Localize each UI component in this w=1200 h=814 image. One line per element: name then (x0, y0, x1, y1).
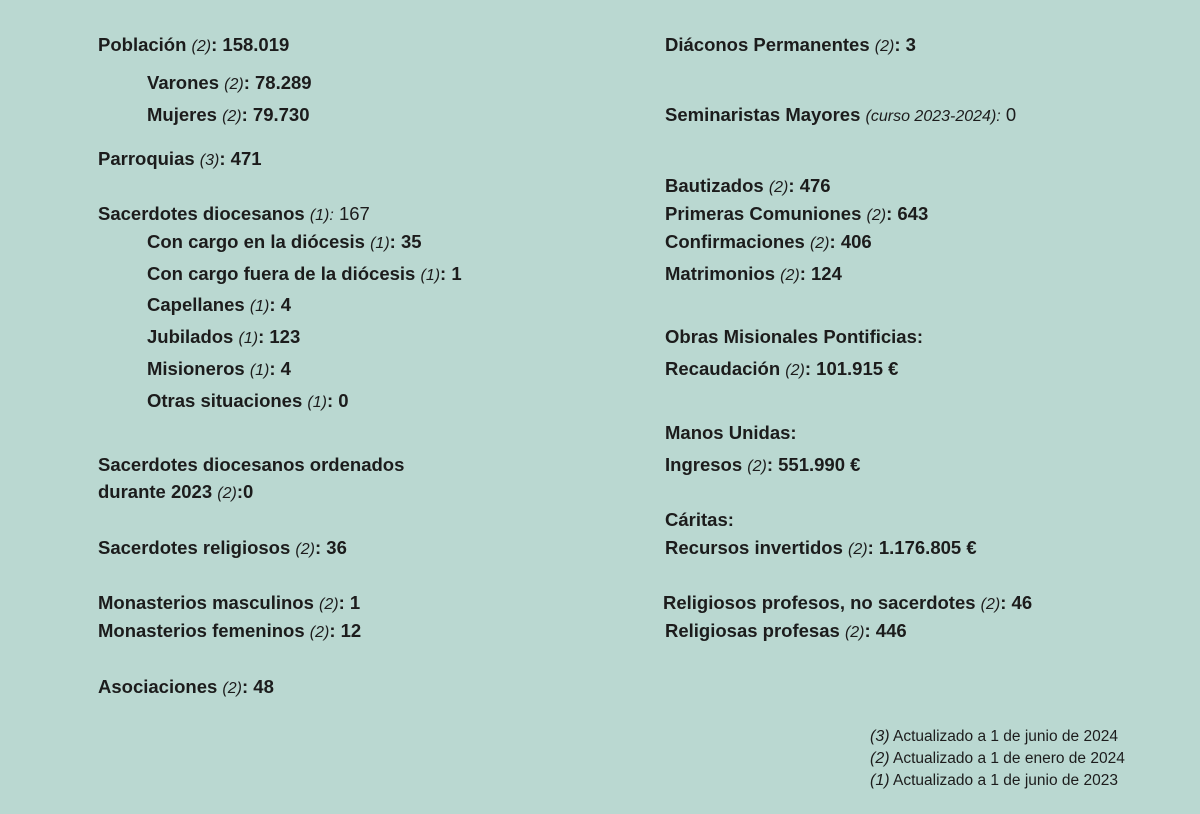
stat-label: Misioneros (147, 358, 245, 379)
stat-ref: (1) (249, 362, 270, 379)
footnote-3 (870, 726, 1118, 748)
stat-value: : 1 (338, 592, 361, 613)
stat-label: Mujeres (147, 104, 217, 125)
stat-ref: (2) (866, 207, 887, 224)
stat-label: Parroquias (98, 148, 195, 169)
stat-ref: (2) (785, 362, 805, 379)
stat-label: Confirmaciones (665, 231, 805, 252)
stat-label: Bautizados (665, 175, 764, 196)
stat-label: Otras situaciones (147, 390, 303, 411)
stat-value: 167 (333, 203, 370, 224)
footnote-ref: (1) (870, 772, 890, 789)
stat-label: Recaudación (665, 358, 781, 379)
stat-label: Sacerdotes diocesanos ordenados (98, 454, 405, 475)
stat-otras-situaciones (147, 389, 349, 415)
footnote-1 (870, 770, 1118, 792)
stat-value: : 158.019 (211, 34, 290, 55)
stat-label: Sacerdotes diocesanos (98, 203, 305, 224)
stat-label: Primeras Comuniones (665, 203, 862, 224)
footnote-text: Actualizado a 1 de junio de 2024 (889, 728, 1118, 745)
stat-ref: (1) (238, 330, 259, 347)
stat-value: : 78.289 (243, 72, 312, 93)
stat-value: : 4 (269, 294, 291, 315)
stat-value: : 446 (864, 620, 907, 641)
heading-obras-misionales (665, 325, 923, 351)
stat-label: Monasterios masculinos (98, 592, 314, 613)
stat-label: Jubilados (147, 326, 234, 347)
stat-label: Con cargo fuera de la diócesis (147, 263, 416, 284)
stat-ref: (1) (249, 298, 270, 315)
stat-value: : 124 (799, 263, 842, 284)
stat-label: Con cargo en la diócesis (147, 231, 365, 252)
stat-ref: (3) (199, 152, 220, 169)
stat-value: : 36 (314, 537, 347, 558)
stat-bautizados (665, 174, 831, 200)
stat-value: : 4 (269, 358, 291, 379)
stat-cargo-en-diocesis (147, 230, 422, 256)
stat-label: Recursos invertidos (665, 537, 843, 558)
stat-label: Varones (147, 72, 219, 93)
stat-monasterios-femeninos (98, 619, 361, 645)
stat-poblacion (98, 33, 289, 59)
stat-mujeres (147, 103, 310, 129)
stat-parroquias (98, 147, 262, 173)
heading-manos-unidas (665, 421, 797, 447)
stat-value: : 123 (258, 326, 301, 347)
stat-label: Diáconos Permanentes (665, 34, 870, 55)
stat-label: durante 2023 (98, 481, 213, 502)
footnote-2 (870, 748, 1125, 770)
footnote-ref: (3) (870, 728, 890, 745)
stat-ref: (2) (319, 596, 339, 613)
stat-varones (147, 71, 312, 97)
stat-value: : 101.915 € (804, 358, 899, 379)
stat-ordenados-line1 (98, 453, 404, 479)
footnote-text: Actualizado a 1 de junio de 2023 (889, 772, 1118, 789)
stat-ref: (2) (222, 680, 242, 697)
stat-ref: (1) (307, 394, 327, 411)
stat-value: : 46 (1000, 592, 1033, 613)
stat-value: : 79.730 (241, 104, 310, 125)
stat-ref: (2) (224, 76, 244, 93)
stat-label: Asociaciones (98, 676, 218, 697)
stat-recaudacion (665, 357, 898, 383)
stat-confirmaciones (665, 230, 872, 256)
stat-value: :0 (236, 481, 254, 502)
stat-ref: (1) (370, 235, 390, 252)
stat-value: 0 (1000, 104, 1017, 125)
stat-value: : 12 (329, 620, 362, 641)
stat-ref: (2) (809, 235, 830, 252)
stat-ref: (2) (844, 624, 865, 641)
stat-label: Religiosos profesos, no sacerdotes (663, 592, 976, 613)
stat-value: : 48 (241, 676, 274, 697)
stat-label: Obras Misionales Pontificias: (665, 326, 924, 347)
stat-ref: (2) (295, 541, 315, 558)
stat-religiosos-profesos (663, 591, 1032, 617)
stat-ref: (2) (780, 267, 800, 284)
stat-ref: (2) (747, 458, 767, 475)
stat-sacerdotes-diocesanos (98, 202, 370, 228)
stat-ref: (2) (191, 38, 212, 55)
stat-asociaciones (98, 675, 274, 701)
stat-religiosas-profesas (665, 619, 907, 645)
stat-value: : 0 (326, 390, 349, 411)
stat-label: Sacerdotes religiosos (98, 537, 291, 558)
stat-ref: (1): (309, 207, 334, 224)
stat-label: Seminaristas Mayores (665, 104, 861, 125)
stat-ref: (2) (874, 38, 895, 55)
stat-value: : 406 (829, 231, 872, 252)
footnote-ref: (2) (870, 750, 890, 767)
stat-ref: (1) (420, 267, 441, 284)
footnote-text: Actualizado a 1 de enero de 2024 (889, 750, 1125, 767)
stat-label: Matrimonios (665, 263, 775, 284)
stat-misioneros (147, 357, 291, 383)
stat-label: Capellanes (147, 294, 245, 315)
stat-ref: (2) (848, 541, 868, 558)
stat-ref: (2) (309, 624, 330, 641)
stat-capellanes (147, 293, 291, 319)
stat-cargo-fuera-diocesis (147, 262, 462, 288)
stat-ref: (2) (222, 108, 242, 125)
stat-monasterios-masculinos (98, 591, 360, 617)
stat-value: : 551.990 € (766, 454, 861, 475)
stat-ref: (curso 2023-2024): (865, 108, 1001, 125)
stat-primeras-comuniones (665, 202, 928, 228)
stat-label: Ingresos (665, 454, 743, 475)
stat-sacerdotes-religiosos (98, 536, 347, 562)
stat-value: : 643 (886, 203, 929, 224)
stat-recursos-invertidos (665, 536, 977, 562)
stat-ref: (2) (217, 485, 237, 502)
stat-value: : 471 (219, 148, 262, 169)
stat-value: : 476 (788, 175, 831, 196)
stat-value: : 1 (440, 263, 462, 284)
heading-caritas (665, 508, 734, 534)
stat-ref: (2) (768, 179, 789, 196)
stat-matrimonios (665, 262, 842, 288)
stat-label: Monasterios femeninos (98, 620, 305, 641)
stat-label: Manos Unidas: (665, 422, 797, 443)
stat-label: Cáritas: (665, 509, 734, 530)
stat-ordenados-line2 (98, 480, 253, 506)
stat-jubilados (147, 325, 300, 351)
stat-label: Población (98, 34, 187, 55)
stat-diaconos (665, 33, 916, 59)
stat-value: : 1.176.805 € (867, 537, 977, 558)
stat-value: : 3 (894, 34, 916, 55)
stat-ingresos (665, 453, 860, 479)
stat-value: : 35 (389, 231, 422, 252)
stat-label: Religiosas profesas (665, 620, 840, 641)
stat-ref: (2) (980, 596, 1001, 613)
stat-seminaristas (665, 103, 1016, 129)
